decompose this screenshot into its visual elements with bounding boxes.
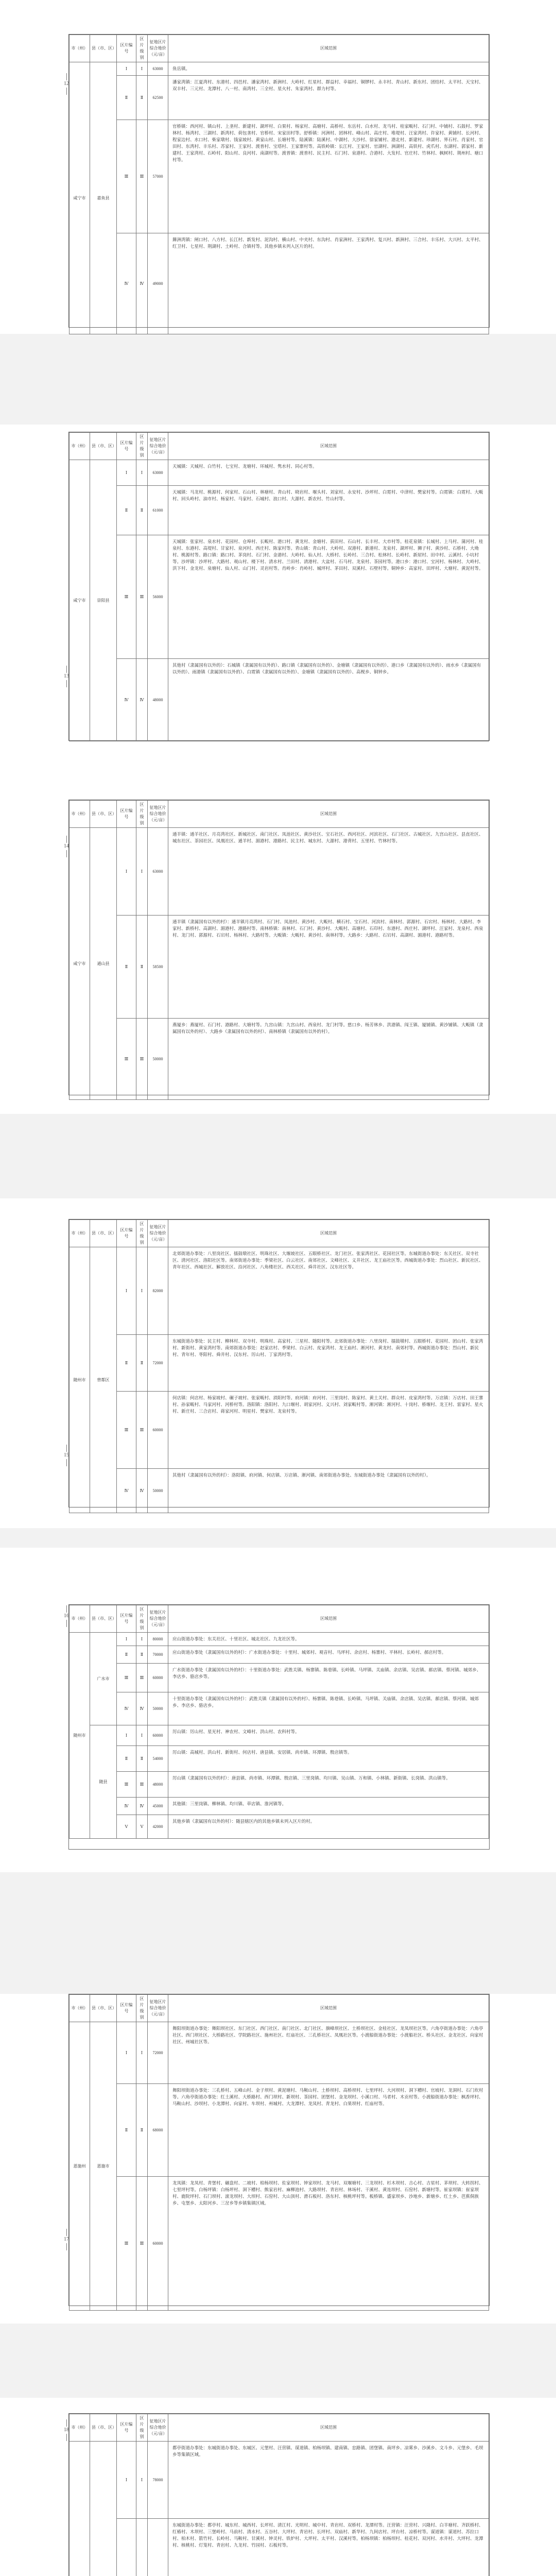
region-cell: 其他镇：三里岗镇、柳林镇、均川镇、草店镇、淮河镇等。 [168,1798,489,1815]
zone-level-cell: Ⅲ [136,1019,148,1100]
table-row [70,1692,489,1725]
header-county: 县（市、区） [90,433,117,460]
zone-id-cell: Ⅱ [117,1746,136,1772]
header-county: 县（市、区） [90,2414,117,2442]
region-cell: 潘家湾镇：江夏湾村、东港村、四邑村、潘家湾村、新洲村、大岭村、红星村、群益村、幸福村、铜锣村、永丰村、青山村、新东村、团结村、太平村、天宝村、双丰村、三元村、龙潭村、八一村、南湾村、三全村、星火村、朱家湾村、群力村等。 [168,76,489,120]
region-cell: 通羊镇（隶属国有以外的村）：通羊镇月亮湾村、石门村、凤池村、黄沙村、大畈村、横石村、宝石村、河滨村、南林村、郭源村、石宕村、杨林村、大路村、李家村、新桥村、高湖村、湄港村、港路村等。南林桥镇：南林村、石门村、黄沙村、大畈村、高塘村、石印村、东港村、西庄村、湖坪村、汪家村、龙泉村、西泉村、龙门村、郭源村、石宕村、杨林村、大路村等。大畈镇：大畈村、黄沙村、南林村等。大路乡：大路村、石宕村、高湖村、湄港村、港路村等。 [168,916,489,1019]
header-price: 征地区片综合地价（元/亩） [148,35,168,62]
region-cell: 通羊镇：通羊社区、月亮湾社区、新城社区、南门社区、凤池社区、黄沙社区、宝石社区、西河社区、河滨社区、石门社区、古城社区、九宫山社区、县直社区、城东社区、茶园社区、凤凰社区、通羊村、湄港村、港路村、民主村、城东村、大源村、港背村、五里村、竹林村等。 [168,828,489,916]
table-row [70,1247,489,1335]
price-cell [148,2519,168,2576]
header-price: 征地区片综合地价（元/亩） [148,1605,168,1633]
price-cell: 56000 [148,535,168,659]
price-cell: 62500 [148,76,168,120]
land-price-table [68,34,490,328]
price-cell: 58500 [148,916,168,1019]
county-cell: 随县 [90,1725,117,1839]
table-row [70,1392,489,1469]
zone-id-cell: Ⅰ [117,62,136,76]
header-price: 征地区片综合地价（元/亩） [148,2414,168,2442]
table-header-row [70,1995,489,2022]
page-12 [0,0,556,334]
header-region: 区域范围 [168,2414,489,2442]
header-zone-id: 区片编号 [117,1995,136,2022]
table-header-row [70,801,489,828]
table-row [70,1746,489,1772]
price-cell: 82000 [148,1247,168,1335]
zone-level-cell: Ⅲ [136,1392,148,1469]
table-row [70,486,489,535]
header-zone-level: 区片级别 [136,2414,148,2442]
table-row [70,1815,489,1839]
zone-id-cell: Ⅰ [117,828,136,916]
zone-id-cell: Ⅱ [117,2084,136,2177]
table-row [70,120,489,233]
table-row [70,659,489,741]
table-row [70,1725,489,1746]
city-cell: 咸宁市 [70,460,90,741]
zone-id-cell: Ⅱ [117,1335,136,1392]
table-header-row [70,2414,489,2442]
table-row [70,828,489,916]
header-city: 市（州） [70,1605,90,1633]
county-cell: 嘉鱼县 [90,62,117,334]
price-cell: 45000 [148,1798,168,1815]
header-zone-level: 区片级别 [136,1995,148,2022]
header-city: 市（州） [70,2414,90,2442]
zone-id-cell: Ⅰ [117,2022,136,2084]
header-region: 区域范围 [168,1220,489,1247]
page-number: 14 [63,835,70,858]
county-cell: 通山县 [90,828,117,1100]
table-row [70,1469,489,1513]
header-county: 县（市、区） [90,1605,117,1633]
price-cell: 42000 [148,1815,168,1839]
header-zone-id: 区片编号 [117,801,136,828]
zone-id-cell: Ⅳ [117,659,136,741]
price-cell: 63000 [148,62,168,76]
zone-id-cell: Ⅱ [117,76,136,120]
region-cell: 厉山镇：高城村、洪山村、新街村、何店村、唐县镇、安居镇、尚市镇、环潭镇、殷店镇等。 [168,1746,489,1772]
zone-id-cell: Ⅰ [117,1725,136,1746]
table-row [70,1335,489,1392]
county-cell: 崇阳县 [90,460,117,741]
header-county: 县（市、区） [90,1995,117,2022]
header-zone-level: 区片级别 [136,35,148,62]
header-city: 市（州） [70,1220,90,1247]
region-cell: 天城镇：张家村、泉水村、花园村、仓埠村、长畈村、港口村、黄龙村、金塘村、荻田村、石山村、长丰村、大市村等。桂花泉镇：长城村、上马村、蒲河村、桂泉村、东港村、高堤村、甘家村、泉河村、西庄村、陈家村等。青山镇：青山村、大岭村、双港村、新港村、龙泉村、湖坪村、狮子村、黄沙村、石桥村、大坳村、桃源村等。路口镇：路口村、茅岗村、石门村、金港村、大岭村、仙人村、大桥村、长岭村、三合村、松林村、长岭村、新屋村、田中村、云溪村、小坑村等。沙坪镇：沙坪村、大路村、观山村、楼下村、清水村、兰田村、清港村、大盆村、石马村、龙泉村、茶园村等。港口乡：港口村、宝河村、杨林村、大岭村、洪下村、金龙村、泉塘村、仙人村、山门村、灵岩村等。肖岭乡：肖岭村、城坪村、茅田村、双溪村、石壁村等。铜钟乡：高家村、田坪村、大塘村、黄泥村等。 [168,535,489,659]
zone-id-cell: Ⅰ [117,2442,136,2519]
region-cell: 其他村（隶属国有以外的）：石城镇（隶属国有以外的）、路口镇（隶属国有以外的）、金塘镇（隶属国有以外的）、港口乡（隶属国有以外的）、雨水乡（隶属国有以外的）、雨港镇（隶属国有以外的）、白霓镇（隶属国有以外的）、金塘镇（隶属国有以外的）、高枧乡、铜钟乡。 [168,659,489,741]
city-cell: 恩施州 [70,2022,90,2311]
region-cell: 天城镇：马龙村、桃源村、何家村、石山村、林塘村、青山村、晓岩村、堰头村、刘家村、永安村、沙坪村、白霓村、中津村、樊家村等。白霓镇：白霓村、大畈村、回头岭村、油市村、杨家村、马家村、石城村、浪口村、大源村、新农村、竹山村等。 [168,486,489,535]
region-cell: 厉山镇：厉山村、星光村、神农村、文峰村、洪山村、农科村等。 [168,1725,489,1746]
price-cell: 54000 [148,1746,168,1772]
region-cell: 十里街道办事处（隶属国有以外的村）：武胜关镇（隶属国有以外的村）、杨寨镇、陈巷镇、长岭镇、马坪镇、关庙镇、余店镇、吴店镇、郝店镇、蔡河镇、城郊乡、李店乡、骆店乡。 [168,1692,489,1725]
table-header-row [70,1220,489,1247]
table-row [70,233,489,334]
zone-id-cell: Ⅲ [117,120,136,233]
city-cell: 咸宁市 [70,62,90,334]
region-cell: 广水街道办事处（隶属国有以外的村）：十里街道办事处：武胜关镇、杨寨镇、陈巷镇、长岭镇、马坪镇、关庙镇、余店镇、吴店镇、郝店镇、蔡河镇、城郊乡、李店乡、骆店乡等。 [168,1664,489,1692]
page-16 [0,1548,556,1872]
zone-level-cell: Ⅲ [136,535,148,659]
price-cell: 48000 [148,659,168,741]
zone-id-cell: Ⅲ [117,1019,136,1100]
table-row [70,1646,489,1664]
price-cell: 63000 [148,460,168,486]
zone-level-cell: Ⅱ [136,76,148,120]
table-row [70,1664,489,1692]
region-cell: 鱼岳镇。 [168,62,489,76]
zone-level-cell: Ⅲ [136,1772,148,1798]
header-zone-level: 区片级别 [136,1605,148,1633]
land-price-table [68,2413,490,2576]
zone-id-cell: Ⅰ [117,1247,136,1335]
zone-id-cell: Ⅱ [117,1646,136,1664]
zone-level-cell: Ⅰ [136,1633,148,1646]
table-row [70,916,489,1019]
table-row [70,1633,489,1646]
zone-id-cell [117,2519,136,2576]
table-row [70,460,489,486]
table-row [70,2519,489,2576]
region-cell: 官桥镇：西河村、镇山村、上垄村、新建村、湖坪村、白果村、杨家村、高塘村、高桥村、东岳村、白水村、龙马村、桂家畈村、石门村、中铺村、石鼓村、罗家林村、杨湾村、三湖村、新湾村、荷包垄村、官桥村、宋家田村等。舒桥镇：河洲村、团林村、峰山村、高庄村、堆堤村、汪家湾村、许家村、黄铺村、长河村、程家边村、水口村、柴家墩村、钱家坡村、黄家山村、长塘村等。陆溪镇：陆溪村、中湖村、大沙村、徐家铺村、港北村、新建村、珍湖村、界石村、肖家村、官田村、东湾村、丰乐村、苏家村、王家村、渡普村、宝塔村、王家寨村等。高铁岭镇：长江村、王家村、官湖村、洲湖村、高铁村、虎爪村、东湖村、郭家村、新建村、王家湾村、石岭村、阳山村、良河村、南湖村等。渡普镇：渡普村、民主村、石门村、泉港村、合港村、大发村、官庄村、竹林村、枫树村、荆州村、塘口村等。 [168,120,489,233]
zone-id-cell: Ⅳ [117,1469,136,1513]
table-row [70,1798,489,1815]
city-cell: 随州市 [70,1633,90,1839]
price-cell: 57000 [148,120,168,233]
price-cell: 60000 [148,2177,168,2311]
region-cell: 龙凤镇：龙凤村、青堡村、碾盘村、二坡村、柏杨坝村、佐家坝村、钟家坝村、龙马村、双堰塘村、三龙坝村、杉木坝村、吉心村、吉星村、茅坝村、大转拐村、七里坪村等。白杨坪镇：白杨坪村、洞下槽村、熊家岩村、麻柳池村、大路坝村、青岩村、林场村、干溪村、黄连坝村、石窑村、新塘村等。崔家坝镇：崔家坝村、鹿院坪村、石门坝村、滚龙坝村、大坝村、石窑村、大山顶村、滑石板村、洛东村、核桃坪村等。板桥镇、盛家坝乡、沙地乡、新塘乡、红土乡、芭蕉侗族乡、屯堡乡、太阳河乡、三岔乡等乡镇集镇区域。 [168,2177,489,2311]
price-cell: 60000 [148,1392,168,1469]
header-county: 县（市、区） [90,1220,117,1247]
header-price: 征地区片综合地价（元/亩） [148,1995,168,2022]
page-17 [0,1994,556,2324]
header-city: 市（州） [70,35,90,62]
price-cell: 68000 [148,2084,168,2177]
land-price-table [68,1604,490,1850]
county-cell: 曾都区 [90,1247,117,1513]
zone-level-cell: Ⅰ [136,1247,148,1335]
region-cell: 其他乡镇（隶属国有以外的村）：随县辖区内的其他乡镇未列入区片的村。 [168,1815,489,1839]
zone-id-cell: Ⅲ [117,535,136,659]
region-cell: 天城镇：天城村、白竹村、七宝村、龙塘村、环城村、隽水村、同心村等。 [168,460,489,486]
region-cell: 簰洲湾镇：闸口村、八方村、长江村、新发村、泥沟村、横山村、中夹村、东沟村、肖家洲村、王家湾村、复兴村、新洲村、三合村、丰乐村、大兴村、太平村、红卫村、七星村、荆湖村、土岭村、合镇村等。其他乡镇未列入区片的村。 [168,233,489,334]
zone-level-cell: Ⅱ [136,1335,148,1392]
zone-level-cell: Ⅳ [136,659,148,741]
header-zone-id: 区片编号 [117,35,136,62]
header-city: 市（州） [70,1995,90,2022]
zone-level-cell: Ⅳ [136,1692,148,1725]
header-county: 县（市、区） [90,35,117,62]
header-zone-id: 区片编号 [117,1605,136,1633]
zone-level-cell: Ⅱ [136,1646,148,1664]
region-cell: 舞阳坝街道办事处：三孔桥村、五峰山村、金子坝村、黄泥塘村、马鞍山村、土桥坝村、高桥坝村、七里坪村、大河坝村、洞下槽村、官坡村、龙洞村、石门坎村等。六角亭街道办事处：红土溪村、大桥路村、西门坝村、新坝村、茶园村、团堡村、金龙坝村、小溪口村、马者村、木贡村等。小渡船街道办事处：枫香坪村、马鞍山村、沙坝村、小龙潭村、向家村、车坝村、州城村、大龙潭村、龙凤村、青龙村、白果坝村、红庙村等。 [168,2084,489,2177]
page-15 [0,1198,556,1528]
price-cell: 72000 [148,2022,168,2084]
header-zone-level: 区片级别 [136,433,148,460]
zone-level-cell: Ⅲ [136,120,148,233]
header-zone-id: 区片编号 [117,2414,136,2442]
table-row [70,62,489,76]
land-price-table [68,1994,490,2306]
price-cell: 70000 [148,1646,168,1664]
header-city: 市（州） [70,433,90,460]
page-number: 12 [63,72,70,96]
zone-id-cell: Ⅳ [117,233,136,334]
price-cell: 50000 [148,1019,168,1100]
price-cell: 60000 [148,1725,168,1746]
land-price-table [68,1219,490,1507]
region-cell: 何店镇：何店村、杨家坡村、碾子坡村、张家畈村、涢阳村等。府河镇：府河村、三里岗村、陈家村、黄土关村、群众村、皮家湾村等。万店镇：万店村、田王寨村、孙家畈村、马家河村、河桥村等。洛阳镇：洛阳村、九口堰村、胡家河村、义兴村、刘家畈村等。淅河镇：淅河村、十岗村、桥堰村、龙王村、雷家村、星火村、新庄村、三合店村、蒋家河村、明星村、樊家村、龙泉村等。 [168,1392,489,1469]
zone-id-cell: Ⅰ [117,460,136,486]
zone-id-cell: Ⅰ [117,1633,136,1646]
zone-id-cell: Ⅲ [117,1772,136,1798]
page-number: 17 [63,2228,70,2251]
table-row [70,76,489,120]
zone-id-cell: Ⅲ [117,2177,136,2311]
zone-id-cell: Ⅱ [117,916,136,1019]
region-cell: 燕厦乡：燕厦村、石门村、港路村、大塘村等。九宫山镇：九宫山村、西泉村、龙门村等。慈口乡、杨芳林乡、洪港镇、闯王镇、厦铺镇、黄沙铺镇、大畈镇（隶属国有以外的村）、大路乡（隶属国有以外的村）、南林桥镇（隶属国有以外的村）。 [168,1019,489,1100]
table-row [70,2084,489,2177]
zone-level-cell: Ⅱ [136,1746,148,1772]
header-region: 区域范围 [168,35,489,62]
header-region: 区域范围 [168,1605,489,1633]
price-cell: 49000 [148,233,168,334]
header-price: 征地区片综合地价（元/亩） [148,801,168,828]
zone-level-cell: Ⅰ [136,1725,148,1746]
header-zone-level: 区片级别 [136,801,148,828]
table-row [70,1019,489,1100]
region-cell: 北郊街道办事处：八里岗社区、擂鼓墩社区、明珠社区、大堰坡社区、五眼桥社区、龙门社区、张家湾社区、花园社区等。东城街道办事处：东关社区、双寺社区、清河社区、洛阳社区等。南郊街道办事处：季梁社区、白云社区、南郊社区、文峰社区、义井社区、龙王庙社区等。西城街道办事处：烈山社区、新民社区、青年社区、西城社区、解放社区、沿河社区、八角楼社区、西关社区、舜井社区、汉东社区等。 [168,1247,489,1335]
page-number: 13 [63,665,70,688]
zone-level-cell: Ⅱ [136,2084,148,2177]
table-row [70,2177,489,2311]
region-cell: 东城街道办事处：都亭村、城东村、城西村、长坪村、清江村、光明村、城中村、青岩村、双桥村、龙潭村等。汪营镇：汪营村、兴隆村、白羊塘村、齐跃桥村、红椿村、木坝村、三堡岭村、马前村、清水村、五谷村、大坪村、青岩村、长坪村、双庙村、新华村、九间店村、坪台村、凉桥村等。谋道镇：谋道村、苏拉口村、柏木村、箭竹村、长岭村、马鞍村、甘溪村、钟灵村、铁炉村、大坪村、太平村、汉溪村等。柏杨坝镇：柏杨坝村、桂花村、双河村、水井村、大坪村、龙潭村、核桃村、灯笼村、青岩村、九龙村、竹园村、石板村等。 [168,2519,489,2576]
city-cell: 随州市 [70,1247,90,1513]
region-cell: 舞阳坝街道办事处：舞阳坝社区、东门社区、西门社区、南门社区、北门社区、旗峰坝社区、土桥坝社区、金桂社区、龙凤坝社区等。六角亭街道办事处：六角亭社区、西门坝社区、大桥路社区、学院路社区、施州社区、红庙社区、三孔桥社区、凤凰社区等。小渡船街道办事处：小渡船社区、桥头社区、金龙社区、向家村社区、州城社区等。 [168,2022,489,2084]
county-cell: 广水市 [90,1633,117,1725]
city-cell: 咸宁市 [70,828,90,1100]
zone-level-cell: Ⅰ [136,2442,148,2519]
header-price: 征地区片综合地价（元/亩） [148,1220,168,1247]
header-city: 市（州） [70,801,90,828]
price-cell: 50000 [148,1692,168,1725]
table-row [70,2022,489,2084]
header-zone-level: 区片级别 [136,1220,148,1247]
price-cell: 61000 [148,486,168,535]
page-number: 16 [63,1604,70,1628]
price-cell: 80000 [148,1633,168,1646]
zone-level-cell: Ⅳ [136,1469,148,1513]
county-cell: 恩施市 [90,2022,117,2311]
land-price-table [68,432,490,741]
price-cell: 48000 [148,1772,168,1798]
zone-id-cell: Ⅱ [117,486,136,535]
page-13 [0,425,556,753]
table-header-row [70,1605,489,1633]
region-cell: 其他村（隶属国有以外的村）：洛阳镇、府河镇、何店镇、万店镇、淅河镇、南郊街道办事处、东城街道办事处（隶属国有以外的村）。 [168,1469,489,1513]
region-cell: 应山街道办事处（隶属国有以外的村）：广水街道办事处：十里村、城郊村、观音村、马坪村、余店村、杨寨村、平林村、长岭村、郝店村等。 [168,1646,489,1664]
zone-id-cell: Ⅲ [117,1392,136,1469]
zone-level-cell: Ⅱ [136,486,148,535]
price-cell: 50000 [148,1469,168,1513]
zone-id-cell: Ⅳ [117,1798,136,1815]
zone-level-cell: Ⅰ [136,828,148,916]
header-region: 区域范围 [168,801,489,828]
table-row [70,1772,489,1798]
zone-level-cell: Ⅰ [136,2022,148,2084]
header-zone-id: 区片编号 [117,1220,136,1247]
header-zone-id: 区片编号 [117,433,136,460]
table-row [70,535,489,659]
county-cell [90,2442,117,2576]
page-18 [0,2398,556,2576]
table-row [70,2442,489,2519]
land-price-table [68,800,490,1095]
zone-id-cell: Ⅳ [117,1692,136,1725]
page-14 [0,753,556,1114]
header-county: 县（市、区） [90,801,117,828]
zone-level-cell: Ⅲ [136,2177,148,2311]
region-cell: 东城街道办事处：民主村、柳林村、双寺村、明珠村、高家村、三星村、随阳村等。北郊街道办事处：八里岗村、擂鼓墩村、五眼桥村、花园村、团山村、张家湾村、新街村、黄家湾村等。南郊街道办事处：赵家店村、季梁村、白云村、皮家湾村、龙王庙村、淅河村、黄龙村、南郊村等。西城街道办事处：烈山村、新民村、青年村、枣阳村、舜井村、汉东村、厉山村、丁家湾村等。 [168,1335,489,1392]
zone-id-cell: Ⅲ [117,1664,136,1692]
header-region: 区域范围 [168,1995,489,2022]
region-cell: 厉山镇（隶属国有以外的村）：唐县镇、尚市镇、环潭镇、殷店镇、三里岗镇、均川镇、吴山镇、万和镇、小林镇、新街镇、长岗镇、洪山镇等。 [168,1772,489,1798]
zone-level-cell [136,2519,148,2576]
zone-id-cell: Ⅴ [117,1815,136,1839]
zone-level-cell: Ⅰ [136,460,148,486]
header-price: 征地区片综合地价（元/亩） [148,433,168,460]
price-cell: 60000 [148,1664,168,1692]
zone-level-cell: Ⅰ [136,62,148,76]
header-region: 区域范围 [168,433,489,460]
price-cell: 63000 [148,828,168,916]
page-number: 15 [63,1444,70,1467]
zone-level-cell: Ⅴ [136,1815,148,1839]
page-number: 18 [63,2418,70,2442]
zone-level-cell: Ⅳ [136,1798,148,1815]
zone-level-cell: Ⅱ [136,916,148,1019]
price-cell: 78000 [148,2442,168,2519]
zone-level-cell: Ⅲ [136,1664,148,1692]
table-header-row [70,433,489,460]
price-cell: 72000 [148,1335,168,1392]
table-header-row [70,35,489,62]
city-cell [70,2442,90,2576]
region-cell: 应山街道办事处：东关社区、十里社区、城北社区、九龙社区等。 [168,1633,489,1646]
zone-level-cell: Ⅳ [136,233,148,334]
region-cell: 都亭街道办事处：东城街道办事处、东城区、元堡村、汪营镇、谋道镇、柏杨坝镇、建南镇、忠路镇、团堡镇、南坪乡、凉雾乡、沙溪乡、文斗乡、元堡乡、毛坝乡等集镇区域。 [168,2442,489,2519]
